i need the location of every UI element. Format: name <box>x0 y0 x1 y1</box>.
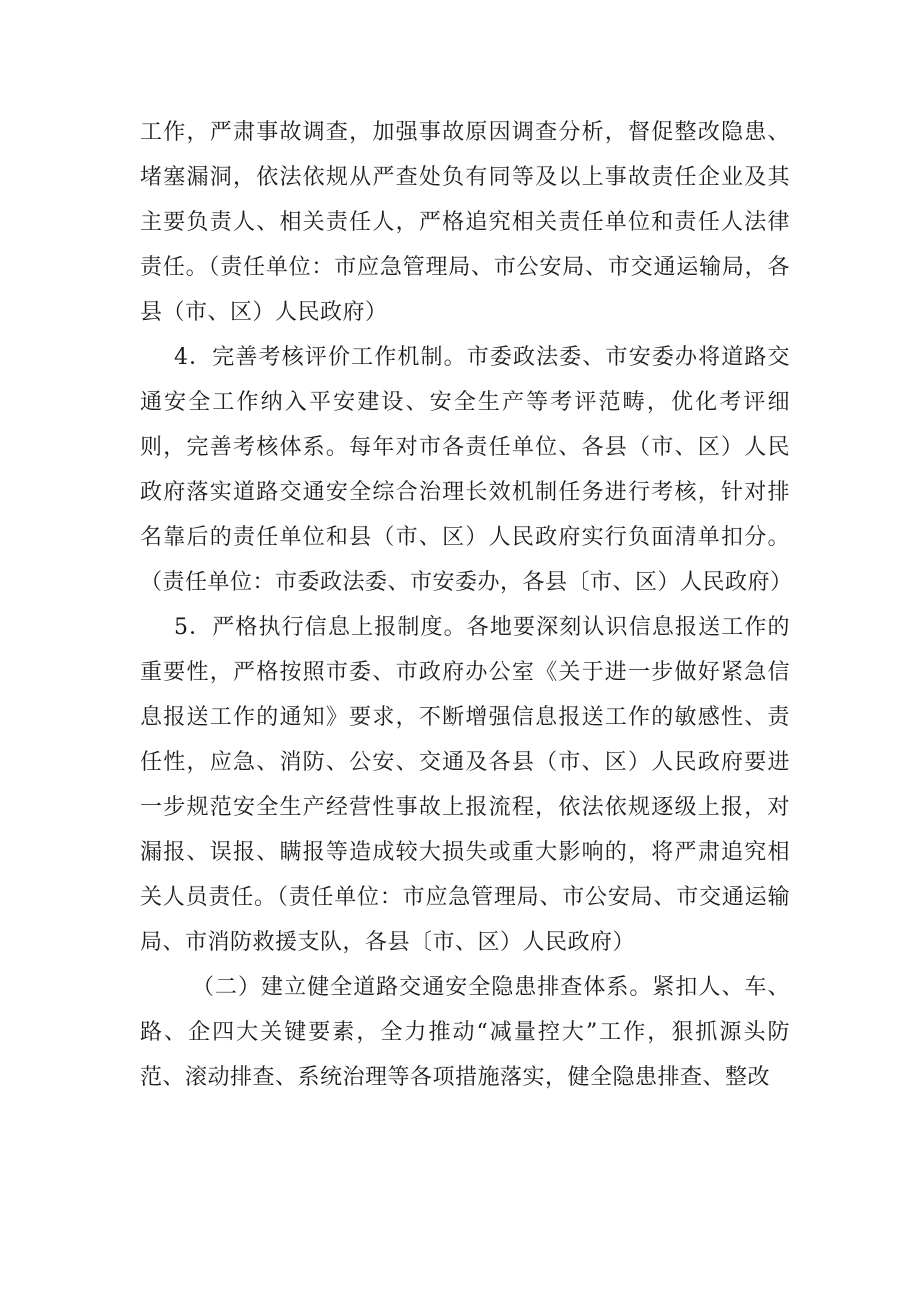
paragraph-information-reporting: 5．严格执行信息上报制度。各地要深刻认识信息报送工作的重要性，严格按照市委、市政府办公室《关于进一步做好紧急信息报送工作的通知》要求，不断增强信息报送工作的敏感性、责任性，应急、消防、公安、交通及各县（市、区）人民政府要进一步规范安全生产经营性事故上报流程，依法依规逐级上报，对漏报、误报、瞒报等造成较大损失或重大影响的，将严肃追究相关人员责任。（责任单位：市应急管理局、市公安局、市交通运输局、市消防救援支队，各县〔市、区）人民政府） <box>140 615 790 955</box>
document-body <box>140 110 793 1100</box>
paragraph-accident-investigation: 工作，严肃事故调查，加强事故原因调查分析，督促整改隐患、堵塞漏洞，依法依规从严查处负有同等及以上事故责任企业及其主要负责人、相关责任人，严格追究相关责任单位和责任人法律责任。（责任单位：市应急管理局、市公安局、市交通运输局，各县（市、区）人民政府） <box>140 120 790 325</box>
paragraph-hazard-investigation-system: （二）建立健全道路交通安全隐患排查体系。紧扣人、车、路、企四大关键要素，全力推动“减量控大”工作，狠抓源头防范、滚动排查、系统治理等各项措施落实，健全隐患排查、整改 <box>140 975 790 1090</box>
paragraph-assessment-mechanism: 4．完善考核评价工作机制。市委政法委、市安委办将道路交通安全工作纳入平安建设、安全生产等考评范畴，优化考评细则，完善考核体系。每年对市各责任单位、各县（市、区）人民政府落实道路交通安全综合治理长效机制任务进行考核，针对排名靠后的责任单位和县（市、区）人民政府实行负面清单扣分。（责任单位：市委政法委、市安委办，各县〔市、区）人民政府） <box>140 345 793 595</box>
